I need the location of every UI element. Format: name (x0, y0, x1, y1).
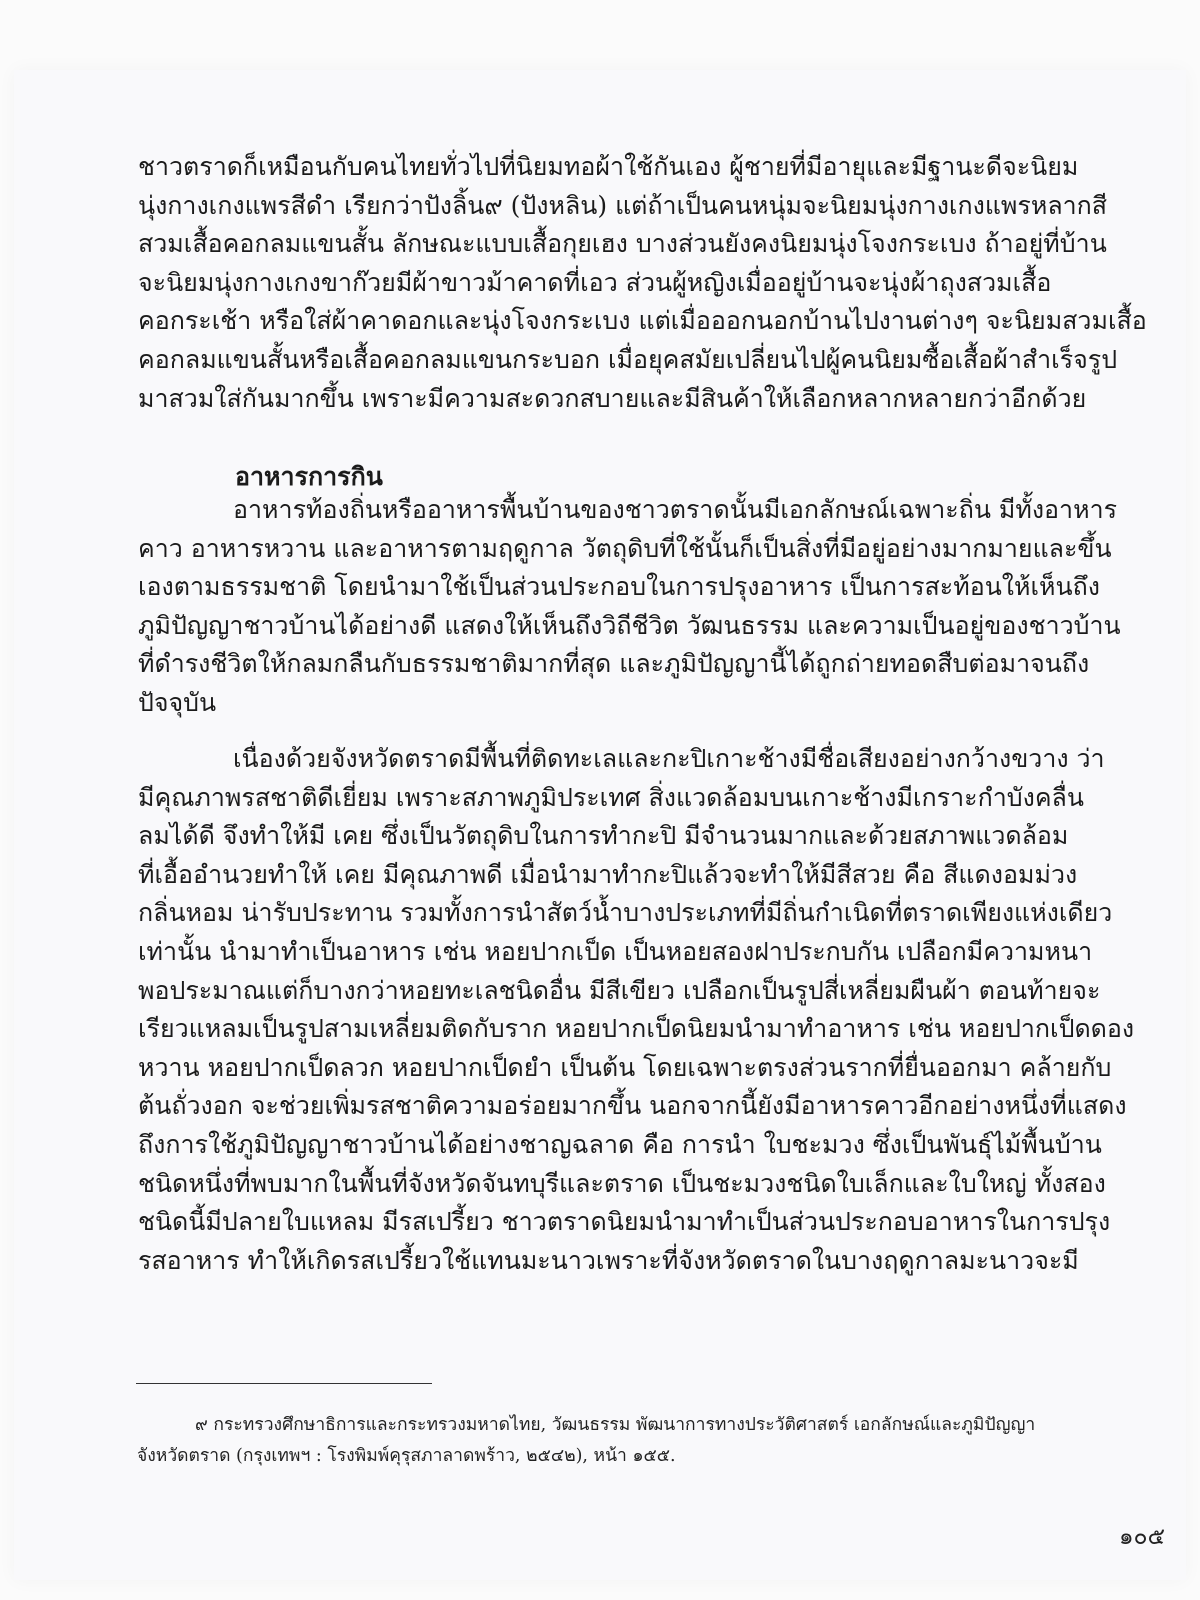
paragraph-line: อาหารท้องถิ่นหรืออาหารพื้นบ้านของชาวตราดนั้นมีเอกลักษณ์เฉพาะถิ่น มีทั้งอาหาร (233, 495, 1118, 524)
paragraph-line: เท่านั้น นำมาทำเป็นอาหาร เช่น หอยปากเป็ด เป็นหอยสองฝาประกบกัน เปลือกมีความหนา (138, 936, 1093, 966)
paragraph-line: รสอาหาร ทำให้เกิดรสเปรี้ยวใช้แทนมะนาวเพราะที่จังหวัดตราดในบางฤดูกาลมะนาวจะมี (138, 1245, 1079, 1275)
paragraph-line: หวาน หอยปากเป็ดลวก หอยปากเป็ดยำ เป็นต้น โดยเฉพาะตรงส่วนรากที่ยื่นออกมา คล้ายกับ (138, 1052, 1112, 1082)
paragraph-line: คอกลมแขนสั้นหรือเสื้อคอกลมแขนกระบอก เมื่อยุคสมัยเปลี่ยนไปผู้คนนิยมซื้อเสื้อผ้าสำเร็จรูป (138, 344, 1118, 374)
paragraph-line: ที่ดำรงชีวิตให้กลมกลืนกับธรรมชาติมากที่สุด และภูมิปัญญานี้ได้ถูกถ่ายทอดสืบต่อมาจนถึง (138, 649, 1090, 679)
paragraph-line: คอกระเช้า หรือใส่ผ้าคาดอกและนุ่งโจงกระเบง แต่เมื่อออกนอกบ้านไปงานต่างๆ จะนิยมสวมเสื้อ (138, 306, 1147, 336)
local-food-paragraph (138, 491, 1121, 723)
paragraph-line: ถึงการใช้ภูมิปัญญาชาวบ้านได้อย่างชาญฉลาด คือ การนำ ใบชะมวง ซึ่งเป็นพันธุ์ไม้พื้นบ้าน (138, 1129, 1102, 1159)
paragraph-line: เรียวแหลมเป็นรูปสามเหลี่ยมติดกับราก หอยปากเป็ดนิยมนำมาทำอาหาร เช่น หอยปากเป็ดดอง (138, 1014, 1135, 1044)
paragraph-line: สวมเสื้อคอกลมแขนสั้น ลักษณะแบบเสื้อกุยเฮง บางส่วนยังคงนิยมนุ่งโจงกระเบง ถ้าอยู่ที่บ้าน (138, 229, 1107, 259)
kapi-and-shellfish-paragraph (138, 740, 1135, 1280)
paragraph-line: เนื่องด้วยจังหวัดตราดมีพื้นที่ติดทะเลและกะปิเกาะช้างมีชื่อเสียงอย่างกว้างขวาง ว่า (233, 744, 1105, 773)
food-section-heading: อาหารการกิน (235, 461, 383, 491)
paragraph-line: กลิ่นหอม น่ารับประทาน รวมทั้งการนำสัตว์น้ำบางประเภทที่มีถิ่นกำเนิดที่ตราดเพียงแห่งเดียว (138, 898, 1113, 928)
footnote (137, 1410, 1037, 1472)
paragraph-line: มาสวมใส่กันมากขึ้น เพราะมีความสะดวกสบายและมีสินค้าให้เลือกหลากหลายกว่าอีกด้วย (138, 383, 1087, 413)
page-number: ๑๐๕ (1118, 1524, 1165, 1550)
paragraph-line: ที่เอื้ออำนวยทำให้ เคย มีคุณภาพดี เมื่อนำมาทำกะปิแล้วจะทำให้มีสีสวย คือ สีแดงอมม่วง (138, 859, 1078, 889)
paragraph-line: ลมได้ดี จึงทำให้มี เคย ซึ่งเป็นวัตถุดิบในการทำกะปิ มีจำนวนมากและด้วยสภาพแวดล้อม (138, 821, 1069, 851)
footnote-divider (136, 1383, 432, 1384)
paragraph-line: นุ่งกางเกงแพรสีดำ เรียกว่าปังลิ้น๙ (ปังหลิน) แต่ถ้าเป็นคนหนุ่มจะนิยมนุ่งกางเกงแพรหลากสี (138, 190, 1108, 220)
paragraph-line: ชาวตราดก็เหมือนกับคนไทยทั่วไปที่นิยมทอผ้าใช้กันเอง ผู้ชายที่มีอายุและมีฐานะดีจะนิยม (138, 152, 1079, 181)
paragraph-line: ชนิดนี้มีปลายใบแหลม มีรสเปรี้ยว ชาวตราดนิยมนำมาทำเป็นส่วนประกอบอาหารในการปรุง (138, 1207, 1111, 1237)
footnote-line: จังหวัดตราด (กรุงเทพฯ : โรงพิมพ์คุรุสภาลาดพร้าว, ๒๕๔๒), หน้า ๑๕๕. (137, 1446, 676, 1466)
paragraph-line: คาว อาหารหวาน และอาหารตามฤดูกาล วัตถุดิบที่ใช้นั้นก็เป็นสิ่งที่มีอยู่อย่างมากมายและขึ้น (138, 533, 1112, 563)
footnote-line: ๙ กระทรวงศึกษาธิการและกระทรวงมหาดไทย, วัฒนธรรม พัฒนาการทางประวัติศาสตร์ เอกลักษณ์และภูมิปัญญา (195, 1415, 1036, 1435)
paragraph-line: ภูมิปัญญาชาวบ้านได้อย่างดี แสดงให้เห็นถึงวิถีชีวิต วัฒนธรรม และความเป็นอยู่ของชาวบ้าน (138, 610, 1121, 640)
paragraph-line: ต้นถั่วงอก จะช่วยเพิ่มรสชาติความอร่อยมากขึ้น นอกจากนี้ยังมีอาหารคาวอีกอย่างหนึ่งที่แสดง (138, 1091, 1127, 1121)
paragraph-line: พอประมาณแต่ก็บางกว่าหอยทะเลชนิดอื่น มีสีเขียว เปลือกเป็นรูปสี่เหลี่ยมผืนผ้า ตอนท้ายจะ (138, 975, 1101, 1005)
paragraph-line: ปัจจุบัน (138, 687, 217, 717)
paragraph-line: เองตามธรรมชาติ โดยนำมาใช้เป็นส่วนประกอบในการปรุงอาหาร เป็นการสะท้อนให้เห็นถึง (138, 572, 1100, 602)
paragraph-line: จะนิยมนุ่งกางเกงขาก๊วยมีผ้าขาวม้าคาดที่เอว ส่วนผู้หญิงเมื่ออยู่บ้านจะนุ่งผ้าถุงสวมเสื้อ (138, 267, 1052, 297)
paragraph-line: ชนิดหนึ่งที่พบมากในพื้นที่จังหวัดจันทบุรีและตราด เป็นชะมวงชนิดใบเล็กและใบใหญ่ ทั้งสอง (138, 1168, 1106, 1198)
clothing-paragraph (138, 148, 1147, 418)
paragraph-line: มีคุณภาพรสชาติดีเยี่ยม เพราะสภาพภูมิประเทศ สิ่งแวดล้อมบนเกาะช้างมีเกราะกำบังคลื่น (138, 782, 1084, 812)
